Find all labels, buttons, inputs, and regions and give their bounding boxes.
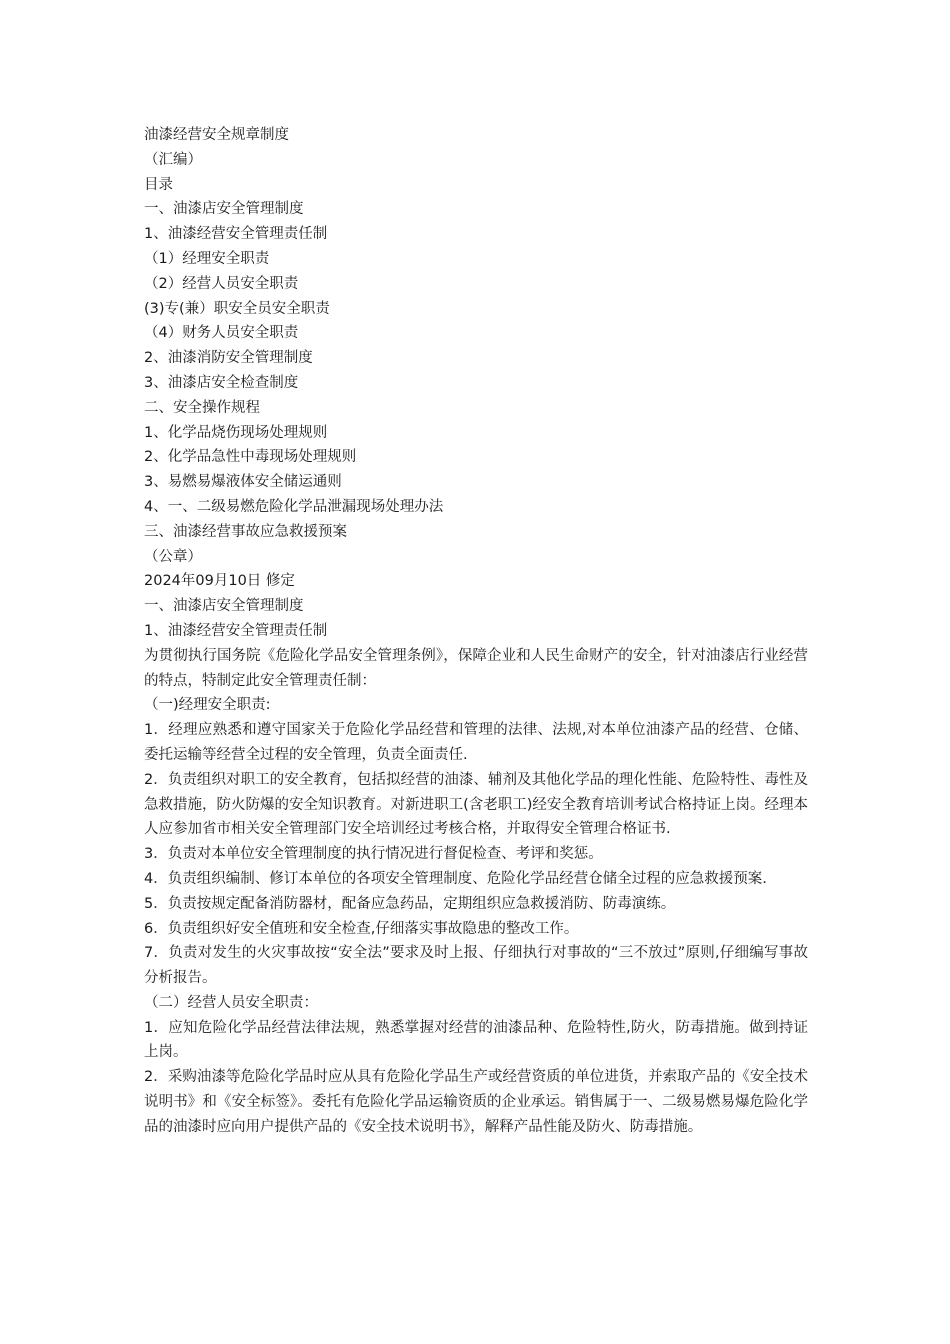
- toc-item: （4）财务人员安全职责: [144, 325, 299, 342]
- document-subtitle: （汇编）: [144, 151, 202, 168]
- revision-date: 2024年09月10日 修定: [144, 573, 295, 590]
- intro-paragraph: 为贯彻执行国务院《危险化学品安全管理条例》，保障企业和人民生命财产的安全，针对油漆店行业经营的特点，特制定此安全管理责任制：: [144, 647, 808, 689]
- manager-duty-item: 5．负责按规定配备消防器材，配备应急药品，定期组织应急救援消防、防毒演练。: [144, 895, 676, 912]
- manager-duty-item: 6．负责组织好安全值班和安全检查,仔细落实事故隐患的整改工作。: [144, 920, 579, 937]
- manager-duty-item: 1．经理应熟悉和遵守国家关于危险化学品经营和管理的法律、法规,对本单位油漆产品的经营、仓储、委托运输等经营全过程的安全管理，负责全面责任.: [144, 722, 808, 763]
- document-title: 油漆经营安全规章制度: [144, 127, 289, 143]
- toc-item: 一、油漆店安全管理制度: [144, 201, 304, 218]
- staff-duties-heading: （二）经营人员安全职责：: [144, 994, 318, 1011]
- toc-item: (3)专(兼）职安全员安全职责: [144, 300, 330, 317]
- toc-item: 2、油漆消防安全管理制度: [144, 350, 313, 367]
- table-of-contents: [144, 197, 808, 544]
- toc-item: 1、油漆经营安全管理责任制: [144, 226, 328, 243]
- toc-item: （2）经营人员安全职责: [144, 275, 299, 292]
- seal-note: （公章）: [144, 548, 202, 565]
- document-page: [144, 123, 808, 1140]
- manager-duty-item: 4．负责组织编制、修订本单位的各项安全管理制度、危险化学品经营仓储全过程的应急救援预案.: [144, 870, 767, 887]
- manager-duty-item: 3．负责对本单位安全管理制度的执行情况进行督促检查、考评和奖惩。: [144, 846, 603, 863]
- staff-duty-item: 1．应知危险化学品经营法律法规，熟悉掌握对经营的油漆品种、危险特性,防火，防毒措施。做到持证上岗。: [144, 1019, 808, 1061]
- toc-item: 1、化学品烧伤现场处理规则: [144, 424, 328, 441]
- toc-heading: 目录: [144, 176, 173, 193]
- toc-item: 三、油漆经营事故应急救援预案: [144, 523, 347, 540]
- manager-duties-heading: （一)经理安全职责:: [144, 697, 271, 714]
- toc-item: （1）经理安全职责: [144, 250, 270, 267]
- toc-item: 4、一、二级易燃危险化学品泄漏现场处理办法: [144, 498, 444, 515]
- staff-duty-item: 2．采购油漆等危险化学品时应从具有危险化学品生产或经营资质的单位进货，并索取产品的《安全技术说明书》和《安全标签》。委托有危险化学品运输资质的企业承运。销售属于一、二级易燃易爆危险化学品的油漆时应向用户提供产品的《安全技术说明书》，解释产品性能及防火、防毒措施。: [144, 1069, 808, 1135]
- toc-item: 3、易燃易爆液体安全储运通则: [144, 474, 342, 491]
- toc-item: 3、油漆店安全检查制度: [144, 374, 299, 391]
- toc-item: 二、安全操作规程: [144, 399, 260, 416]
- manager-duty-item: 7．负责对发生的火灾事故按“安全法”要求及时上报、仔细执行对事故的“三不放过”原则,仔细编写事故分析报告。: [144, 945, 808, 987]
- section-heading: 一、油漆店安全管理制度: [144, 598, 304, 615]
- manager-duty-item: 2．负责组织对职工的安全教育，包括拟经营的油漆、辅剂及其他化学品的理化性能、危险特性、毒性及急救措施，防火防爆的安全知识教育。对新进职工(含老职工)经安全教育培训考试合格持证上岗。经理本人应参加省市相关安全管理部门安全培训经过考核合格，并取得安全管理合格证书.: [144, 771, 808, 838]
- section-subheading: 1、油漆经营安全管理责任制: [144, 622, 328, 639]
- toc-item: 2、化学品急性中毒现场处理规则: [144, 449, 357, 466]
